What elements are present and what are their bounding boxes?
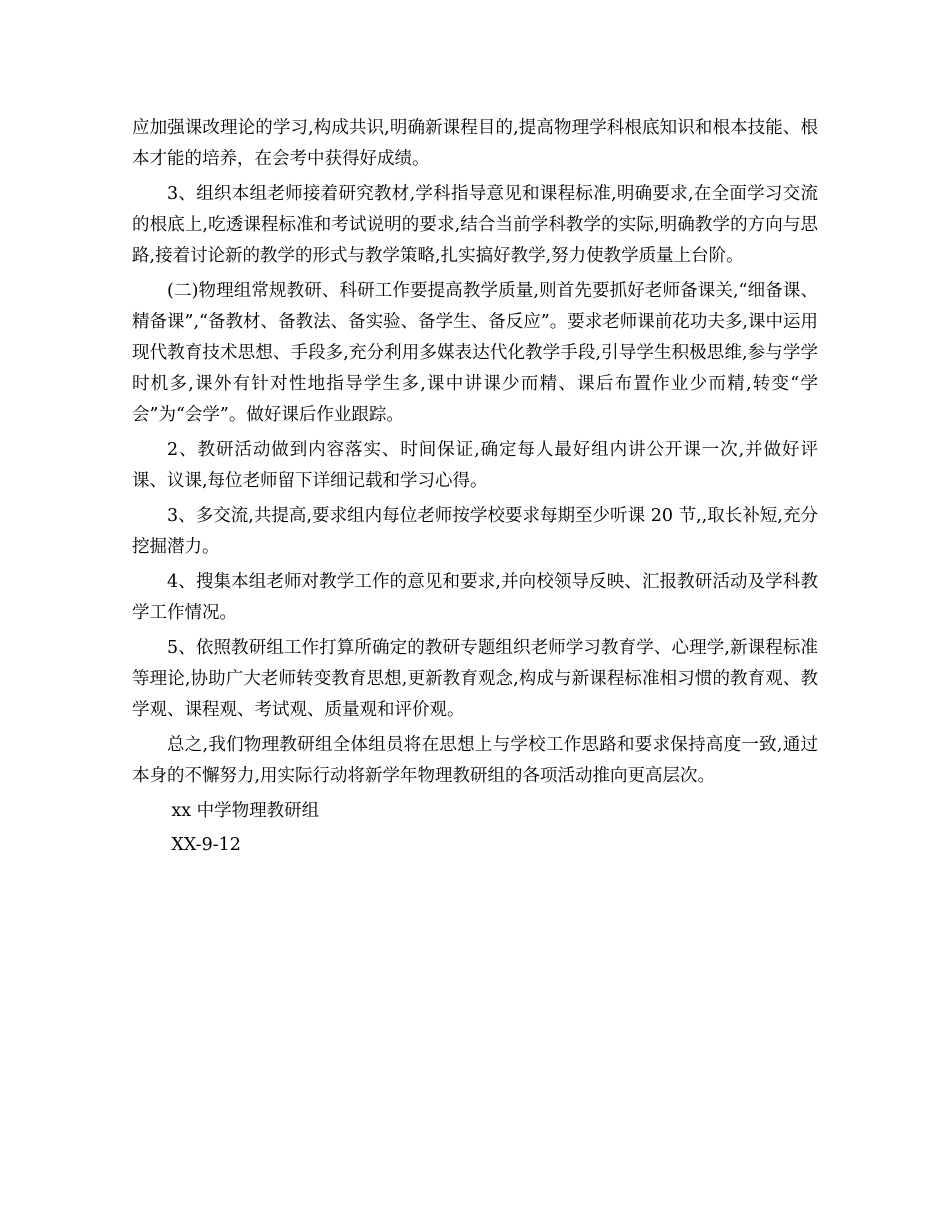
paragraph: (二)物理组常规教研、科研工作要提高教学质量,则首先要抓好老师备课关,“细备课、精备课”,“备教材、备教法、备实验、备学生、备反应”。要求老师课前花功夫多,课中运用现代教育技术思想、手段多,充分利用多媒表达代化教学手段,引导学生积极思维,参与学学时机多,课外有针对性地指导学生多,课中讲课少而精、课后布置作业少而精,转变“学会”为“会学”。做好课后作业跟踪。 — [132, 281, 818, 425]
paragraph: 4、搜集本组老师对教学工作的意见和要求,并向校领导反映、汇报教研活动及学科教学工作情况。 — [132, 572, 818, 623]
paragraph: 5、依照教研组工作打算所确定的教研专题组织老师学习教育学、心理学,新课程标准等理论,协助广大老师转变教育思想,更新教育观念,构成与新课程标准相习惯的教育观、教学观、课程观、考试观、质量观和评价观。 — [132, 638, 818, 720]
paragraph: 3、多交流,共提高,要求组内每位老师按学校要求每期至少听课 20 节,,取长补短,充分挖掘潜力。 — [132, 506, 818, 557]
paragraph: 3、组织本组老师接着研究教材,学科指导意见和课程标准,明确要求,在全面学习交流的根底上,吃透课程标准和考试说明的要求,结合当前学科教学的实际,明确教学的方向与思路,接着讨论新的教学的形式与教学策略,扎实搞好教学,努力使教学质量上台阶。 — [132, 184, 818, 266]
document-body — [132, 113, 818, 792]
signature-organization: xx 中学物理教研组 — [171, 801, 320, 821]
paragraph: 应加强课改理论的学习,构成共识,明确新课程目的,提高物理学科根底知识和根本技能、根本才能的培养，在会考中获得好成绩。 — [132, 118, 818, 169]
signature-block — [132, 796, 818, 861]
signature-date: XX-9-12 — [171, 835, 241, 855]
paragraph: 2、教研活动做到内容落实、时间保证,确定每人最好组内讲公开课一次,并做好评课、议课,每位老师留下详细记载和学习心得。 — [132, 440, 818, 491]
paragraph: 总之,我们物理教研组全体组员将在思想上与学校工作思路和要求保持高度一致,通过本身的不懈努力,用实际行动将新学年物理教研组的各项活动推向更高层次。 — [132, 735, 818, 786]
